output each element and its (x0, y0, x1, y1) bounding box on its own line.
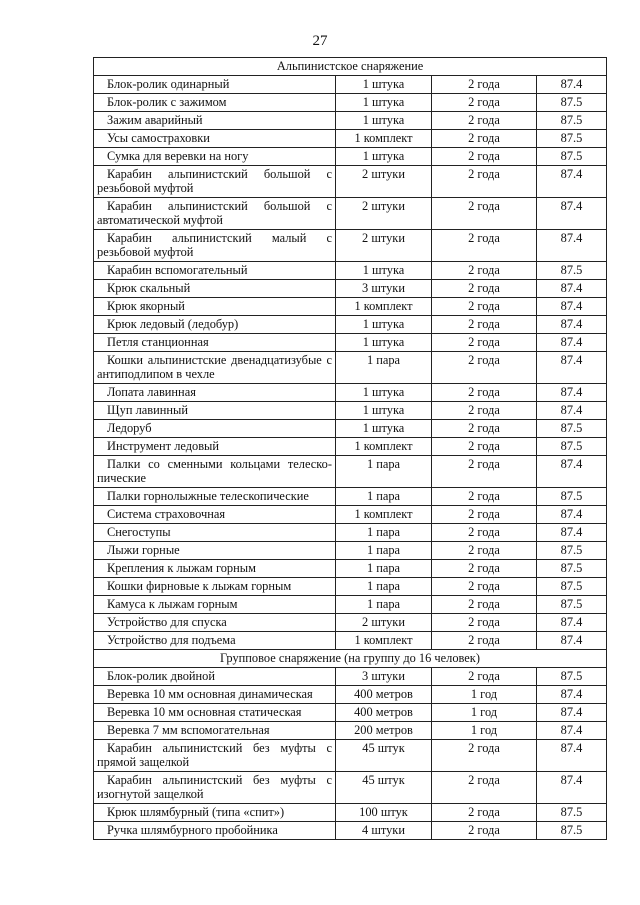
item-code-cell: 87.5 (537, 578, 607, 596)
item-name-cell: Веревка 10 мм основная динамическая (94, 686, 336, 704)
item-name-cell: Карабин альпинистский большой с резьбовой муфтой (94, 166, 336, 198)
item-quantity-cell: 2 штуки (336, 614, 432, 632)
table-row (94, 166, 607, 198)
item-code-cell: 87.4 (537, 166, 607, 198)
table-row (94, 668, 607, 686)
item-code-cell: 87.5 (537, 668, 607, 686)
item-code-cell: 87.4 (537, 280, 607, 298)
item-term-cell: 2 года (432, 772, 537, 804)
item-name-cell: Веревка 10 мм основная статическая (94, 704, 336, 722)
table-row (94, 542, 607, 560)
equipment-table (93, 57, 607, 840)
item-term-cell: 2 года (432, 668, 537, 686)
item-name-cell: Карабин альпинистский без муфты с изогнутой защелкой (94, 772, 336, 804)
item-quantity-cell: 100 штук (336, 804, 432, 822)
table-row (94, 704, 607, 722)
item-code-cell: 87.4 (537, 506, 607, 524)
item-quantity-cell: 1 штука (336, 262, 432, 280)
item-quantity-cell: 1 комплект (336, 298, 432, 316)
item-name-cell: Крюк якорный (94, 298, 336, 316)
table-row (94, 560, 607, 578)
item-name-cell: Ледоруб (94, 420, 336, 438)
item-quantity-cell: 1 штука (336, 148, 432, 166)
item-code-cell: 87.4 (537, 316, 607, 334)
table-row (94, 804, 607, 822)
item-quantity-cell: 1 штука (336, 76, 432, 94)
item-code-cell: 87.4 (537, 686, 607, 704)
item-code-cell: 87.4 (537, 384, 607, 402)
item-code-cell: 87.4 (537, 334, 607, 352)
item-code-cell: 87.5 (537, 804, 607, 822)
item-name-cell: Крюк ледовый (ледобур) (94, 316, 336, 334)
item-quantity-cell: 45 штук (336, 772, 432, 804)
item-quantity-cell: 1 пара (336, 488, 432, 506)
table-row (94, 438, 607, 456)
table-row (94, 822, 607, 840)
item-term-cell: 2 года (432, 316, 537, 334)
item-name-cell: Петля станционная (94, 334, 336, 352)
item-term-cell: 1 год (432, 722, 537, 740)
item-code-cell: 87.4 (537, 198, 607, 230)
item-quantity-cell: 1 пара (336, 578, 432, 596)
item-name-cell: Блок-ролик двойной (94, 668, 336, 686)
item-name-cell: Блок-ролик одинарный (94, 76, 336, 94)
item-code-cell: 87.4 (537, 352, 607, 384)
table-row (94, 524, 607, 542)
table-row (94, 384, 607, 402)
table-row (94, 298, 607, 316)
item-quantity-cell: 1 пара (336, 524, 432, 542)
table-row (94, 76, 607, 94)
item-quantity-cell: 1 комплект (336, 438, 432, 456)
item-name-cell: Крюк скальный (94, 280, 336, 298)
item-term-cell: 2 года (432, 112, 537, 130)
item-code-cell: 87.5 (537, 262, 607, 280)
item-quantity-cell: 1 штука (336, 316, 432, 334)
item-quantity-cell: 1 пара (336, 560, 432, 578)
item-quantity-cell: 1 штука (336, 334, 432, 352)
item-code-cell: 87.5 (537, 596, 607, 614)
item-term-cell: 2 года (432, 438, 537, 456)
item-quantity-cell: 2 штуки (336, 198, 432, 230)
item-term-cell: 2 года (432, 740, 537, 772)
item-term-cell: 2 года (432, 804, 537, 822)
item-quantity-cell: 200 метров (336, 722, 432, 740)
item-code-cell: 87.5 (537, 112, 607, 130)
item-term-cell: 2 года (432, 560, 537, 578)
item-term-cell: 2 года (432, 614, 537, 632)
table-row (94, 740, 607, 772)
item-quantity-cell: 3 штуки (336, 668, 432, 686)
item-quantity-cell: 1 комплект (336, 506, 432, 524)
page-number: 27 (312, 33, 328, 49)
table-row (94, 596, 607, 614)
item-term-cell: 2 года (432, 822, 537, 840)
item-code-cell: 87.4 (537, 772, 607, 804)
item-term-cell: 2 года (432, 166, 537, 198)
item-term-cell: 2 года (432, 384, 537, 402)
item-code-cell: 87.4 (537, 614, 607, 632)
item-name-cell: Веревка 7 мм вспомогательная (94, 722, 336, 740)
item-quantity-cell: 3 штуки (336, 280, 432, 298)
table-row (94, 420, 607, 438)
table-row (94, 456, 607, 488)
item-name-cell: Лыжи горные (94, 542, 336, 560)
item-term-cell: 2 года (432, 596, 537, 614)
item-quantity-cell: 1 комплект (336, 632, 432, 650)
item-term-cell: 2 года (432, 298, 537, 316)
table-row (94, 94, 607, 112)
item-term-cell: 2 года (432, 488, 537, 506)
item-quantity-cell: 1 пара (336, 352, 432, 384)
item-code-cell: 87.5 (537, 148, 607, 166)
item-name-cell: Система страховочная (94, 506, 336, 524)
table-row (94, 280, 607, 298)
table-row (94, 262, 607, 280)
item-quantity-cell: 1 штука (336, 402, 432, 420)
item-name-cell: Кошки фирновые к лыжам горным (94, 578, 336, 596)
item-name-cell: Крепления к лыжам горным (94, 560, 336, 578)
item-name-cell: Палки со сменными кольцами телеско-пические (94, 456, 336, 488)
item-term-cell: 2 года (432, 94, 537, 112)
item-name-cell: Устройство для спуска (94, 614, 336, 632)
item-code-cell: 87.4 (537, 722, 607, 740)
table-row (94, 772, 607, 804)
table-row (94, 352, 607, 384)
item-code-cell: 87.4 (537, 456, 607, 488)
item-name-cell: Зажим аварийный (94, 112, 336, 130)
item-term-cell: 2 года (432, 632, 537, 650)
item-term-cell: 2 года (432, 420, 537, 438)
item-code-cell: 87.5 (537, 130, 607, 148)
table-row (94, 316, 607, 334)
item-term-cell: 2 года (432, 198, 537, 230)
item-quantity-cell: 1 штука (336, 94, 432, 112)
table-row (94, 130, 607, 148)
item-name-cell: Крюк шлямбурный (типа «спит») (94, 804, 336, 822)
item-code-cell: 87.4 (537, 524, 607, 542)
item-name-cell: Сумка для веревки на ногу (94, 148, 336, 166)
item-name-cell: Камуса к лыжам горным (94, 596, 336, 614)
section-title: Групповое снаряжение (на группу до 16 человек) (94, 650, 607, 668)
table-row (94, 488, 607, 506)
item-term-cell: 2 года (432, 506, 537, 524)
item-code-cell: 87.5 (537, 542, 607, 560)
table-row (94, 112, 607, 130)
item-term-cell: 2 года (432, 76, 537, 94)
item-term-cell: 2 года (432, 148, 537, 166)
section-header-row (94, 58, 607, 76)
item-code-cell: 87.4 (537, 230, 607, 262)
item-name-cell: Усы самостраховки (94, 130, 336, 148)
item-code-cell: 87.5 (537, 94, 607, 112)
item-quantity-cell: 1 штука (336, 420, 432, 438)
item-term-cell: 2 года (432, 578, 537, 596)
item-quantity-cell: 2 штуки (336, 166, 432, 198)
item-code-cell: 87.4 (537, 704, 607, 722)
item-quantity-cell: 2 штуки (336, 230, 432, 262)
item-code-cell: 87.5 (537, 488, 607, 506)
item-code-cell: 87.5 (537, 438, 607, 456)
item-quantity-cell: 1 пара (336, 542, 432, 560)
table-row (94, 402, 607, 420)
item-term-cell: 2 года (432, 352, 537, 384)
table-row (94, 506, 607, 524)
item-quantity-cell: 1 комплект (336, 130, 432, 148)
item-term-cell: 2 года (432, 524, 537, 542)
item-name-cell: Блок-ролик с зажимом (94, 94, 336, 112)
item-quantity-cell: 400 метров (336, 686, 432, 704)
item-name-cell: Карабин вспомогательный (94, 262, 336, 280)
item-name-cell: Карабин альпинистский без муфты с прямой защелкой (94, 740, 336, 772)
item-quantity-cell: 400 метров (336, 704, 432, 722)
item-quantity-cell: 1 пара (336, 456, 432, 488)
item-name-cell: Ручка шлямбурного пробойника (94, 822, 336, 840)
item-name-cell: Снегоступы (94, 524, 336, 542)
item-code-cell: 87.5 (537, 420, 607, 438)
item-quantity-cell: 1 пара (336, 596, 432, 614)
item-code-cell: 87.4 (537, 402, 607, 420)
item-term-cell: 2 года (432, 230, 537, 262)
table-row (94, 686, 607, 704)
item-term-cell: 2 года (432, 130, 537, 148)
section-header-row (94, 650, 607, 668)
item-code-cell: 87.4 (537, 740, 607, 772)
item-name-cell: Щуп лавинный (94, 402, 336, 420)
item-name-cell: Устройство для подъема (94, 632, 336, 650)
item-term-cell: 1 год (432, 686, 537, 704)
item-term-cell: 2 года (432, 402, 537, 420)
item-quantity-cell: 1 штука (336, 112, 432, 130)
item-term-cell: 1 год (432, 704, 537, 722)
item-name-cell: Карабин альпинистский большой с автоматической муфтой (94, 198, 336, 230)
item-quantity-cell: 4 штуки (336, 822, 432, 840)
section-title: Альпинистское снаряжение (94, 58, 607, 76)
item-name-cell: Инструмент ледовый (94, 438, 336, 456)
table-row (94, 632, 607, 650)
item-code-cell: 87.5 (537, 822, 607, 840)
item-code-cell: 87.4 (537, 632, 607, 650)
item-code-cell: 87.4 (537, 76, 607, 94)
item-code-cell: 87.5 (537, 560, 607, 578)
item-quantity-cell: 1 штука (336, 384, 432, 402)
item-name-cell: Палки горнолыжные телескопические (94, 488, 336, 506)
table-row (94, 198, 607, 230)
table-row (94, 578, 607, 596)
item-term-cell: 2 года (432, 542, 537, 560)
item-quantity-cell: 45 штук (336, 740, 432, 772)
table-row (94, 148, 607, 166)
item-name-cell: Карабин альпинистский малый с резьбовой муфтой (94, 230, 336, 262)
item-name-cell: Лопата лавинная (94, 384, 336, 402)
item-term-cell: 2 года (432, 262, 537, 280)
item-term-cell: 2 года (432, 280, 537, 298)
item-name-cell: Кошки альпинистские двенадцатизубые с антиподлипом в чехле (94, 352, 336, 384)
equipment-table-body (94, 58, 607, 840)
table-row (94, 614, 607, 632)
item-term-cell: 2 года (432, 334, 537, 352)
table-row (94, 230, 607, 262)
table-row (94, 722, 607, 740)
item-code-cell: 87.4 (537, 298, 607, 316)
item-term-cell: 2 года (432, 456, 537, 488)
table-row (94, 334, 607, 352)
